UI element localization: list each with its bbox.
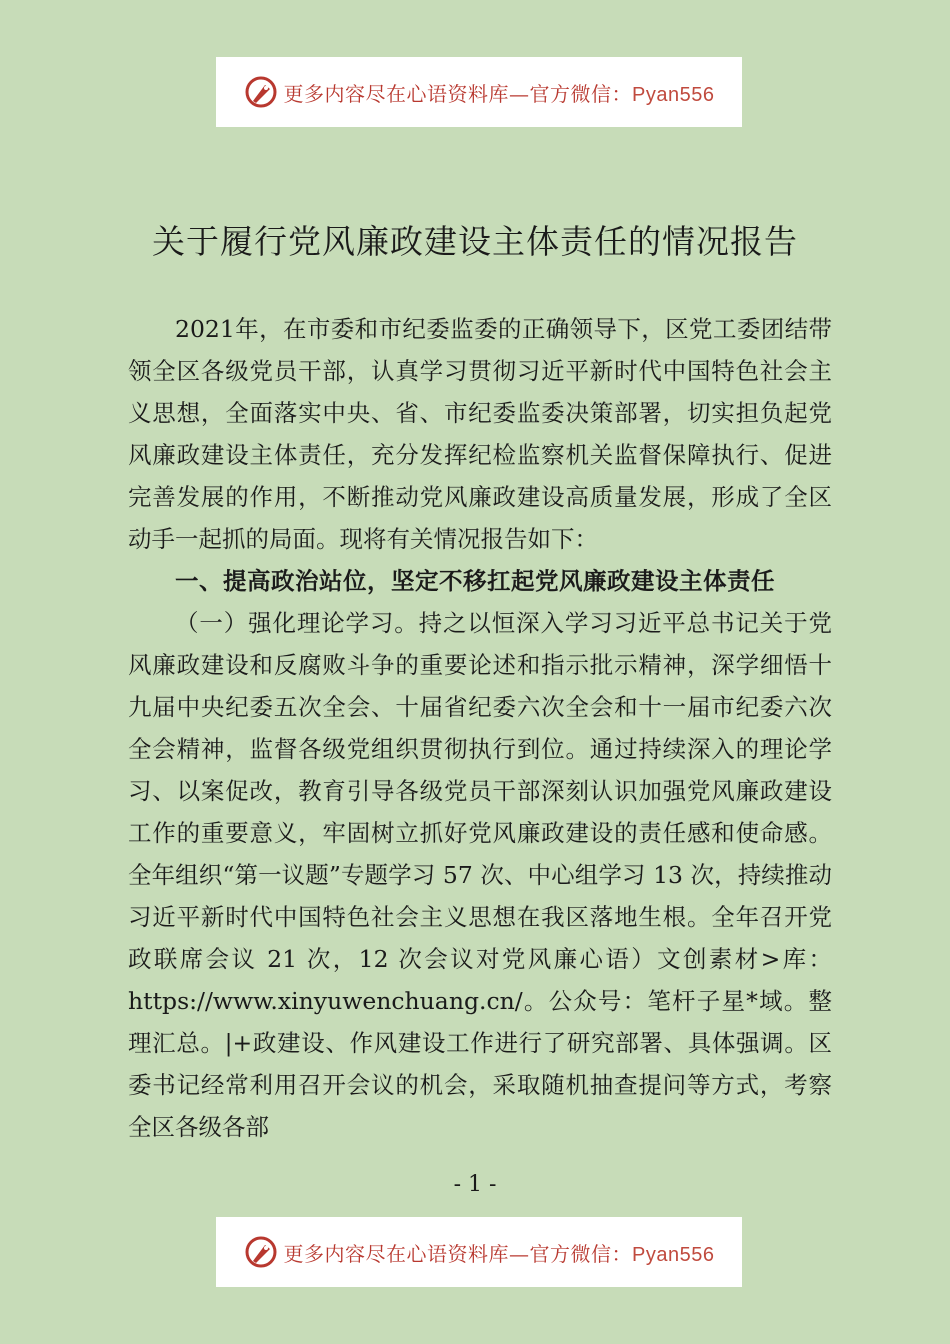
document-title: 关于履行党风廉政建设主体责任的情况报告 <box>152 222 798 261</box>
banner-text: 更多内容尽在心语资料库—官方微信：Pyan556 <box>283 1241 715 1266</box>
pen-nib-logo-icon <box>244 75 278 109</box>
section-paragraph: （一）强化理论学习。持之以恒深入学习习近平总书记关于党风廉政建设和反腐败斗争的重要论述和指示批示精神，深学细悟十九届中央纪委五次全会、十届省纪委六次全会和十一届市纪委六次全会精神，监督各级党组织贯彻执行到位。通过持续深入的理论学习、以案促改，教育引导各级党员干部深刻认识加强党风廉政建设工作的重要意义，牢固树立抓好党风廉政建设的责任感和使命感。全年组织“第一议题”专题学习 57 次、中心组学习 13 次，持续推动习近平新时代中国特色社会主义思想在我区落地生根。全年召开党政联席会议 21 次，12 次会议对党风廉心语）文创素材>库：https://www.xinyuwenchuang.cn/。公众号：笔杆子星*域。整理汇总。|+政建设、作风建设工作进行了研究部署、具体强调。区委书记经常利用召开会议的机会，采取随机抽查提问等方式，考察全区各级各部 <box>128 609 832 1141</box>
section-heading: 一、提高政治站位，坚定不移扛起党风廉政建设主体责任 <box>175 567 775 595</box>
top-banner <box>216 57 742 127</box>
bottom-banner <box>216 1217 742 1287</box>
intro-paragraph: 2021年，在市委和市纪委监委的正确领导下，区党工委团结带领全区各级党员干部，认真学习贯彻习近平新时代中国特色社会主义思想，全面落实中央、省、市纪委监委决策部署，切实担负起党风廉政建设主体责任，充分发挥纪检监察机关监督保障执行、促进完善发展的作用，不断推动党风廉政建设高质量发展，形成了全区动手一起抓的局面。现将有关情况报告如下： <box>128 315 832 553</box>
document-body <box>128 308 832 1148</box>
pen-nib-logo-icon <box>244 1235 278 1269</box>
page-number: - 1 - <box>453 1172 497 1197</box>
banner-text: 更多内容尽在心语资料库—官方微信：Pyan556 <box>283 81 715 106</box>
